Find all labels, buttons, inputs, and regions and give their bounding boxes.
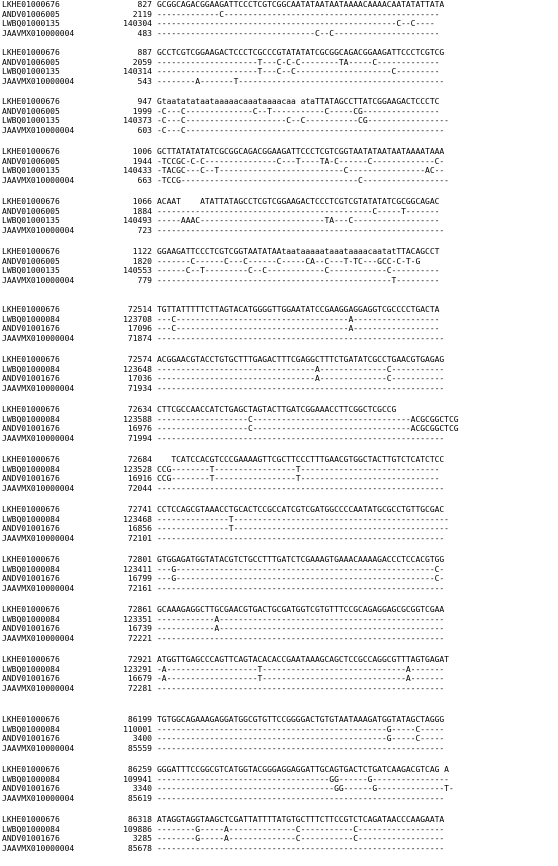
sequence-position: 663 <box>137 175 152 185</box>
alignment-row <box>0 844 558 854</box>
sequence-position: 779 <box>137 275 152 285</box>
sequence-residues: -------------------------------------------------T--------- <box>157 275 440 285</box>
alignment-row <box>0 166 558 176</box>
alignment-row <box>0 605 558 615</box>
alignment-row <box>0 424 558 434</box>
alignment-row <box>0 10 558 20</box>
sequence-residues: -------------------C---------------------------------ACGCGGCTCG <box>157 414 459 424</box>
sequence-residues: -TCCGC-C-C---------------C---T----TA-C------C-------------C- <box>157 156 445 166</box>
sequence-residues: -TACGC---C--T--------------------------C----------------AC-- <box>157 166 445 175</box>
sequence-residues: GCCTCGTCGGAAGACTCCCTCGCCCGTATATATCGCGGCAGACGGAAGATTCCCTCGTCG <box>157 48 445 57</box>
sequence-residues: ---------------------------------A--------------C----------- <box>157 374 445 383</box>
alignment-row <box>0 574 558 584</box>
sequence-name: LKHE01000676 <box>2 147 60 156</box>
sequence-name: ANDV01006005 <box>2 9 60 19</box>
sequence-name: ANDV01001676 <box>2 374 60 383</box>
alignment-row <box>0 465 558 475</box>
sequence-name: LWBQ01000084 <box>2 414 60 424</box>
sequence-position: 140553 <box>123 266 152 275</box>
sequence-residues: -------------------C---------------------------------ACGCGGCTCG <box>157 424 459 433</box>
alignment-row <box>0 634 558 644</box>
sequence-position: 2059 <box>132 57 152 67</box>
sequence-position: 123708 <box>123 314 152 324</box>
sequence-position: 72801 <box>127 555 152 564</box>
sequence-name: LKHE01000676 <box>2 0 60 9</box>
sequence-position: 71994 <box>127 433 152 443</box>
sequence-position: 16856 <box>127 524 152 533</box>
sequence-residues: ---------------------------------C--C---------------------- <box>157 28 440 38</box>
alignment-row <box>0 97 558 107</box>
sequence-name: LWBQ01000084 <box>2 724 60 734</box>
sequence-position: 72634 <box>127 405 152 414</box>
alignment-row <box>0 765 558 775</box>
alignment-row <box>0 384 558 394</box>
alignment-row <box>0 555 558 565</box>
sequence-name: LWBQ01000084 <box>2 824 60 834</box>
alignment-block <box>0 48 558 86</box>
sequence-position: 71874 <box>127 333 152 343</box>
alignment-row <box>0 257 558 267</box>
alignment-row <box>0 58 558 68</box>
alignment-block <box>0 455 558 493</box>
sequence-name: JAAVMX010000004 <box>2 743 75 753</box>
sequence-residues: -------C------C---C------C-----CA--C---T-TC---GCC-C-T-G <box>157 256 421 266</box>
alignment-row <box>0 515 558 525</box>
alignment-row <box>0 484 558 494</box>
alignment-row <box>0 29 558 39</box>
sequence-name: LKHE01000676 <box>2 605 60 614</box>
sequence-name: LWBQ01000084 <box>2 614 60 624</box>
sequence-residues: ------------------------------------------------G-----C----- <box>157 734 445 743</box>
sequence-position: 1999 <box>132 106 152 116</box>
sequence-position: 947 <box>137 97 152 106</box>
alignment-row <box>0 734 558 744</box>
sequence-name: LKHE01000676 <box>2 765 60 774</box>
sequence-position: 1006 <box>132 147 152 156</box>
sequence-residues: --------G-----A--------------C-----------C------------------ <box>157 824 445 834</box>
sequence-name: JAAVMX010000004 <box>2 225 75 235</box>
sequence-residues: ------C--T---------C--C------------C------------C---------- <box>157 266 440 275</box>
alignment-row <box>0 157 558 167</box>
sequence-name: LWBQ01000135 <box>2 19 60 28</box>
alignment-block <box>0 605 558 643</box>
sequence-position: 1820 <box>132 256 152 266</box>
sequence-residues: --------------------------------------------------C--C---- <box>157 19 435 28</box>
alignment-row <box>0 684 558 694</box>
alignment-block <box>0 0 558 38</box>
sequence-residues: TGTGGCAGAAAGAGGATGGCGTGTTCCGGGGACTGTGTAATAAAGATGGTATAGCTAGGG <box>157 715 445 724</box>
sequence-position: 2119 <box>132 9 152 19</box>
sequence-name: LKHE01000676 <box>2 555 60 564</box>
alignment-block <box>0 97 558 135</box>
sequence-position: 72101 <box>127 533 152 543</box>
alignment-row <box>0 744 558 754</box>
alignment-block <box>0 355 558 393</box>
sequence-position: 3400 <box>132 734 152 743</box>
sequence-residues: -A-------------------T------------------------------A------- <box>157 664 445 674</box>
sequence-residues: ------------------------------------------------------------ <box>157 383 445 393</box>
alignment-row <box>0 725 558 735</box>
sequence-residues: TGTTATTTTTCTTAGTACATGGGGTTGGAATATCCGAAGGAGGAGGTCGCCCCTGACTA <box>157 305 440 314</box>
sequence-residues: ---------------T--------------------------------------------- <box>157 524 449 533</box>
sequence-name: ANDV01001676 <box>2 474 60 483</box>
sequence-position: 16976 <box>127 424 152 433</box>
sequence-residues: -C---C--------------C--T-----------C-----CG---------------- <box>157 106 440 116</box>
alignment-block <box>0 815 558 853</box>
sequence-residues: --------A-------T------------------------------------------- <box>157 76 445 86</box>
sequence-name: LKHE01000676 <box>2 48 60 57</box>
sequence-position: 140314 <box>123 67 152 76</box>
alignment-row <box>0 226 558 236</box>
alignment-row <box>0 815 558 825</box>
sequence-position: 483 <box>137 28 152 38</box>
sequence-residues: ATGGTTGAGCCCAGTTCAGTACACACCGAATAAAGCAGCTCCGCCAGGCGTTTAGTGAGAT <box>157 655 449 664</box>
sequence-residues: -A-------------------T------------------------------A------- <box>157 674 445 683</box>
sequence-name: JAAVMX010000004 <box>2 275 75 285</box>
sequence-residues: -------------------------------------GG------G--------------T- <box>157 784 454 793</box>
sequence-position: 123528 <box>123 464 152 474</box>
sequence-name: LKHE01000676 <box>2 505 60 514</box>
sequence-position: 123411 <box>123 564 152 574</box>
sequence-residues: CCG--------T-----------------T----------------------------- <box>157 464 440 474</box>
alignment-row <box>0 324 558 334</box>
alignment-row <box>0 355 558 365</box>
sequence-name: ANDV01001676 <box>2 734 60 743</box>
alignment-row <box>0 266 558 276</box>
sequence-name: ANDV01006005 <box>2 156 60 166</box>
sequence-position: 109941 <box>123 774 152 784</box>
sequence-residues: ------------------------------------------------------------ <box>157 843 445 853</box>
sequence-residues: ACAAT ATATTATAGCCTCGTCGGAAGACTCCCTCGTCGTATATATCGCGGCAGAC <box>157 197 440 206</box>
alignment-row <box>0 524 558 534</box>
sequence-residues: GGGATTTCCGGCGTCATGGTACGGGAGGAGGATTGCAGTGACTCTGATCAAGACGTCAG A <box>157 765 449 774</box>
sequence-position: 123468 <box>123 514 152 524</box>
alignment-row <box>0 77 558 87</box>
sequence-position: 72574 <box>127 355 152 364</box>
alignment-row <box>0 365 558 375</box>
alignment-row <box>0 19 558 29</box>
sequence-residues: ---C------------------------------------A------------------ <box>157 324 440 333</box>
alignment-row <box>0 415 558 425</box>
alignment-row <box>0 197 558 207</box>
sequence-residues: -----AAAC--------------------------TA---C------------------ <box>157 216 440 225</box>
sequence-name: LWBQ01000084 <box>2 464 60 474</box>
alignment-row <box>0 176 558 186</box>
sequence-name: LKHE01000676 <box>2 355 60 364</box>
sequence-name: LWBQ01000135 <box>2 116 60 125</box>
alignment-row <box>0 0 558 10</box>
sequence-name: ANDV01001676 <box>2 784 60 793</box>
sequence-name: ANDV01001676 <box>2 624 60 633</box>
sequence-name: LWBQ01000084 <box>2 564 60 574</box>
alignment-block <box>0 765 558 803</box>
alignment-block <box>0 247 558 285</box>
sequence-name: ANDV01001676 <box>2 574 60 583</box>
alignment-row <box>0 276 558 286</box>
alignment-row <box>0 216 558 226</box>
sequence-position: 86199 <box>127 715 152 724</box>
sequence-position: 72861 <box>127 605 152 614</box>
sequence-residues: --------G-----A--------------C-----------C------------------ <box>157 834 445 843</box>
sequence-residues: ------------------------------------------------------------ <box>157 583 445 593</box>
sequence-name: ANDV01001676 <box>2 324 60 333</box>
sequence-position: 71934 <box>127 383 152 393</box>
sequence-residues: ------------------------------------------------------------ <box>157 433 445 443</box>
sequence-position: 72161 <box>127 583 152 593</box>
sequence-name: LKHE01000676 <box>2 405 60 414</box>
sequence-position: 86259 <box>127 765 152 774</box>
alignment-block <box>0 655 558 693</box>
sequence-residues: Gtaatatataataaaaacaaataaaacaa ataTTATAGCCTTATCGGAAGACTCCCTC <box>157 97 440 106</box>
sequence-name: ANDV01006005 <box>2 106 60 116</box>
sequence-residues: -------------C--------------------------------------------- <box>157 9 440 19</box>
sequence-name: LKHE01000676 <box>2 455 60 464</box>
sequence-residues: ACGGAACGTACCTGTGCTTTGAGACTTTCGAGGCTTTCTGATATCGCCTGAACGTGAGAG <box>157 355 445 364</box>
sequence-position: 85619 <box>127 793 152 803</box>
alignment-row <box>0 334 558 344</box>
sequence-name: LKHE01000676 <box>2 815 60 824</box>
sequence-name: LKHE01000676 <box>2 197 60 206</box>
sequence-position: 723 <box>137 225 152 235</box>
sequence-residues: ------------------------------------------------------------ <box>157 533 445 543</box>
sequence-name: LWBQ01000084 <box>2 364 60 374</box>
alignment-row <box>0 655 558 665</box>
alignment-block <box>0 715 558 753</box>
sequence-name: ANDV01006005 <box>2 57 60 67</box>
sequence-name: LWBQ01000084 <box>2 774 60 784</box>
sequence-name: JAAVMX010000004 <box>2 433 75 443</box>
sequence-name: ANDV01001676 <box>2 674 60 683</box>
alignment-row <box>0 615 558 625</box>
sequence-position: 3340 <box>132 784 152 793</box>
sequence-name: LKHE01000676 <box>2 715 60 724</box>
sequence-position: 109886 <box>123 824 152 834</box>
sequence-position: 72684 <box>127 455 152 464</box>
sequence-position: 140433 <box>123 166 152 175</box>
sequence-name: ANDV01001676 <box>2 524 60 533</box>
sequence-position: 72514 <box>127 305 152 314</box>
sequence-position: 16916 <box>127 474 152 483</box>
alignment-row <box>0 67 558 77</box>
sequence-position: 123648 <box>123 364 152 374</box>
alignment-row <box>0 775 558 785</box>
sequence-name: LWBQ01000084 <box>2 514 60 524</box>
sequence-residues: CCG--------T-----------------T----------------------------- <box>157 474 440 483</box>
sequence-name: JAAVMX010000004 <box>2 533 75 543</box>
alignment-row <box>0 674 558 684</box>
sequence-name: JAAVMX010000004 <box>2 28 75 38</box>
sequence-position: 16739 <box>127 624 152 633</box>
sequence-residues: ------------------------------------------------------------ <box>157 743 445 753</box>
sequence-position: 72741 <box>127 505 152 514</box>
sequence-name: LWBQ01000135 <box>2 216 60 225</box>
sequence-name: LKHE01000676 <box>2 247 60 256</box>
sequence-position: 123588 <box>123 414 152 424</box>
sequence-residues: ---C------------------------------------A------------------ <box>157 314 440 324</box>
alignment-row <box>0 565 558 575</box>
alignment-row <box>0 207 558 217</box>
sequence-position: 140373 <box>123 116 152 125</box>
sequence-residues: CTTCGCCAACCATCTGAGCTAGTACTTGATCGGAAACCTTCGGCTCGCCG <box>157 405 397 414</box>
sequence-position: 16679 <box>127 674 152 683</box>
alignment-row <box>0 834 558 844</box>
sequence-position: 16799 <box>127 574 152 583</box>
sequence-position: 110001 <box>123 724 152 734</box>
sequence-residues: ---G------------------------------------------------------C- <box>157 574 445 583</box>
sequence-residues: ---------------T--------------------------------------------- <box>157 514 449 524</box>
sequence-name: LWBQ01000084 <box>2 664 60 674</box>
sequence-residues: ------------------------------------------------G-----C----- <box>157 724 445 734</box>
sequence-residues: ---------------------T---C-C-C--------TA-----C------------- <box>157 57 440 67</box>
sequence-position: 827 <box>137 0 152 9</box>
sequence-residues: CCTCCAGCGTAAACCTGCACTCCGCCATCGTCGATGGCCCCAATATGCGCCTGTTGCGAC <box>157 505 445 514</box>
sequence-position: 72221 <box>127 633 152 643</box>
sequence-position: 887 <box>137 48 152 57</box>
sequence-position: 543 <box>137 76 152 86</box>
sequence-name: JAAVMX010000004 <box>2 383 75 393</box>
alignment-block <box>0 305 558 343</box>
alignment-row <box>0 374 558 384</box>
sequence-name: JAAVMX010000004 <box>2 843 75 853</box>
alignment-row <box>0 147 558 157</box>
sequence-position: 1066 <box>132 197 152 206</box>
sequence-position: 72044 <box>127 483 152 493</box>
sequence-residues: -C---C---------------------C--C-----------CG----------------- <box>157 116 449 125</box>
sequence-position: 85678 <box>127 843 152 853</box>
alignment-row <box>0 624 558 634</box>
alignment-row <box>0 305 558 315</box>
alignment-block <box>0 505 558 543</box>
alignment-row <box>0 116 558 126</box>
sequence-name: JAAVMX010000004 <box>2 175 75 185</box>
sequence-residues: GCTTATATATATCGCGGCAGACGGAAGATTCCCTCGTCGGTAATATAATAATAAAATAAA <box>157 147 445 156</box>
alignment-block <box>0 405 558 443</box>
sequence-residues: GCGGCAGACGGAAGATTCCCTCGTCGGCAATATAATAATAAAACAAAACAATATATTATA <box>157 0 445 9</box>
sequence-name: JAAVMX010000004 <box>2 76 75 86</box>
sequence-residues: ---G------------------------------------------------------C- <box>157 564 445 574</box>
sequence-position: 72921 <box>127 655 152 664</box>
sequence-name: LWBQ01000135 <box>2 67 60 76</box>
sequence-position: 603 <box>137 125 152 135</box>
sequence-position: 85559 <box>127 743 152 753</box>
sequence-name: LWBQ01000135 <box>2 266 60 275</box>
alignment-row <box>0 315 558 325</box>
sequence-name: JAAVMX010000004 <box>2 683 75 693</box>
sequence-name: LKHE01000676 <box>2 305 60 314</box>
sequence-position: 140493 <box>123 216 152 225</box>
alignment-row <box>0 434 558 444</box>
sequence-name: JAAVMX010000004 <box>2 583 75 593</box>
alignment-row <box>0 715 558 725</box>
sequence-residues: ---------------------------------A--------------C----------- <box>157 364 445 374</box>
sequence-residues: ---------------------------------------------C-----T------- <box>157 206 440 216</box>
sequence-residues: -C---C------------------------------------------------------ <box>157 125 445 135</box>
alignment-block <box>0 147 558 185</box>
sequence-position: 17036 <box>127 374 152 383</box>
sequence-position: 1884 <box>132 206 152 216</box>
alignment-row <box>0 505 558 515</box>
sequence-name: JAAVMX010000004 <box>2 793 75 803</box>
sequence-name: LKHE01000676 <box>2 655 60 664</box>
alignment-row <box>0 825 558 835</box>
sequence-position: 86318 <box>127 815 152 824</box>
sequence-position: 1944 <box>132 156 152 166</box>
sequence-name: JAAVMX010000004 <box>2 483 75 493</box>
sequence-name: JAAVMX010000004 <box>2 333 75 343</box>
sequence-name: JAAVMX010000004 <box>2 633 75 643</box>
sequence-position: 123291 <box>123 664 152 674</box>
alignment-row <box>0 126 558 136</box>
sequence-position: 123351 <box>123 614 152 624</box>
sequence-residues: TCATCCACGTCCCGAAAAGTTCGCTTCCCTTTGAACGTGGCTACTTGTCTCATCTCC <box>157 455 445 464</box>
alignment-row <box>0 784 558 794</box>
sequence-name: ANDV01006005 <box>2 256 60 266</box>
alignment-row <box>0 665 558 675</box>
sequence-name: JAAVMX010000004 <box>2 125 75 135</box>
sequence-residues: -TCCG-------------------------------------C------------------ <box>157 175 449 185</box>
sequence-position: 17096 <box>127 324 152 333</box>
sequence-name: ANDV01001676 <box>2 424 60 433</box>
sequence-residues: ------------------------------------------------------------ <box>157 483 445 493</box>
alignment-row <box>0 247 558 257</box>
sequence-residues: GCAAAGAGGCTTGCGAACGTGACTGCGATGGTCGTGTTTCCGCAGAGGAGCGCGGTCGAA <box>157 605 445 614</box>
alignment-block <box>0 197 558 235</box>
alignment-block <box>0 555 558 593</box>
sequence-position: 1122 <box>132 247 152 256</box>
sequence-name: ANDV01001676 <box>2 834 60 843</box>
sequence-residues: ---------------------T---C--C--------------------C--------- <box>157 67 440 76</box>
sequence-residues: ------------------------------------------------------------ <box>157 683 445 693</box>
alignment-row <box>0 584 558 594</box>
sequence-position: 3285 <box>132 834 152 843</box>
sequence-residues: ------------------------------------------------------------ <box>157 633 445 643</box>
sequence-position: 140304 <box>123 19 152 28</box>
alignment-row <box>0 455 558 465</box>
alignment-row <box>0 474 558 484</box>
sequence-name: LWBQ01000135 <box>2 166 60 175</box>
sequence-residues: ------------------------------------GG------G---------------- <box>157 774 449 784</box>
alignment-row <box>0 794 558 804</box>
sequence-residues: ATAGGTAGGTAAGCTCGATTATTTTATGTGCTTTCTTCCGTCTCAGATAACCCAAGAATA <box>157 815 445 824</box>
alignment-row <box>0 405 558 415</box>
alignment-row <box>0 534 558 544</box>
alignment-row <box>0 107 558 117</box>
alignment-row <box>0 48 558 58</box>
sequence-position: 72281 <box>127 683 152 693</box>
sequence-residues: ------------------------------------------------------------ <box>157 225 445 235</box>
sequence-residues: ------------------------------------------------------------ <box>157 793 445 803</box>
sequence-residues: ------------------------------------------------------------ <box>157 333 445 343</box>
sequence-name: ANDV01006005 <box>2 206 60 216</box>
sequence-residues: GGAAGATTCCCTCGTCGGTAATATAAtaataaaaataaataaaacaatatTTACAGCCT <box>157 247 440 256</box>
sequence-residues: ------------A----------------------------------------------- <box>157 614 445 624</box>
sequence-name: LWBQ01000084 <box>2 314 60 324</box>
sequence-residues: ------------A----------------------------------------------- <box>157 624 445 633</box>
sequence-residues: GTGGAGATGGTATACGTCTGCCTTTGATCTCGAAAGTGAAACAAAAGACCCTCCACGTGG <box>157 555 445 564</box>
sequence-name: LKHE01000676 <box>2 97 60 106</box>
